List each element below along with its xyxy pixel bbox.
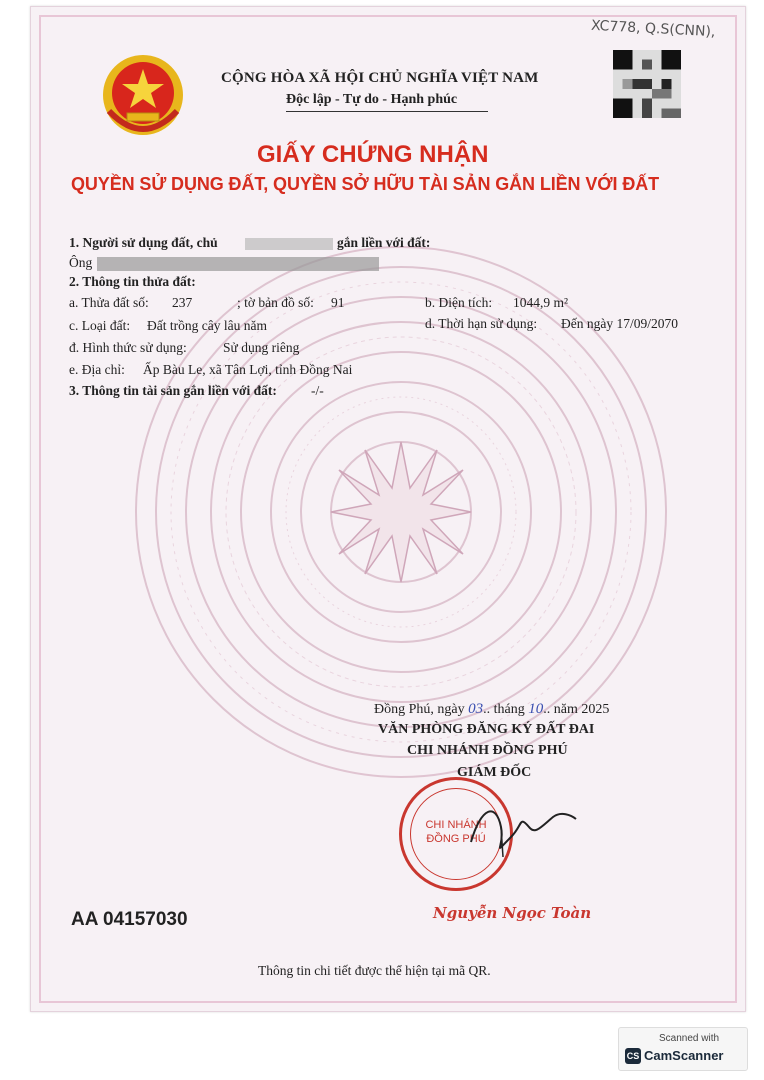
term-value: Đến ngày 17/09/2070 [561, 316, 678, 331]
office-name: VĂN PHÒNG ĐĂNG KÝ ĐẤT ĐAI [378, 722, 595, 737]
national-motto: Độc lập - Tự do - Hạnh phúc [286, 92, 458, 107]
qr-code-icon [613, 49, 681, 119]
serial-number: AA 04157030 [71, 909, 188, 930]
parcel-number-label: a. Thửa đất số: [69, 295, 149, 310]
handwritten-note: XC778, Q.S(CNN), [590, 17, 716, 41]
term-label: d. Thời hạn sử dụng: [425, 316, 538, 331]
redacted-owner-name [97, 257, 379, 271]
place-date: Đồng Phú, ngày 03.. tháng 10.. năm 2025 [374, 701, 610, 717]
camscanner-brand: CamScanner [644, 1048, 724, 1063]
address-label: e. Địa chỉ: [69, 362, 125, 377]
motto-underline [286, 111, 488, 112]
signer-name: Nguyễn Ngọc Toàn [433, 904, 592, 922]
area-value: 1044,9 m² [513, 295, 569, 310]
footer-note: Thông tin chi tiết được thể hiện tại mã QR. [258, 963, 491, 978]
stamp-line1: CHI NHÁNH [425, 819, 487, 831]
branch-name: CHI NHÁNH ĐỒNG PHÚ [407, 743, 568, 758]
camscanner-watermark [618, 1027, 748, 1071]
signature-scribble [461, 797, 581, 867]
land-type-label: c. Loại đất: [69, 318, 131, 333]
redacted-text [245, 238, 333, 250]
address-value: Ấp Bàu Le, xã Tân Lợi, tỉnh Đồng Nai [143, 362, 353, 377]
map-sheet-value: 91 [331, 295, 345, 310]
country-name: CỘNG HÒA XÃ HỘI CHỦ NGHĨA VIỆT NAM [221, 70, 539, 86]
document-title: GIẤY CHỨNG NHẬN [257, 141, 489, 168]
section3-value: -/- [311, 383, 324, 398]
certificate-paper [30, 6, 746, 1012]
section1-heading-tail: gắn liền với đất: [337, 235, 431, 250]
scanned-with-text: Scanned with [659, 1033, 720, 1044]
national-emblem-icon [99, 51, 187, 143]
area-label: b. Diện tích: [425, 295, 493, 310]
usage-form-value: Sử dụng riêng [223, 340, 300, 355]
stamp-line2: ĐỒNG PHÚ [426, 833, 486, 845]
usage-form-label: đ. Hình thức sử dụng: [69, 340, 187, 355]
camscanner-icon: CS [625, 1048, 641, 1064]
land-type-value: Đất trồng cây lâu năm [147, 318, 267, 333]
signer-position: GIÁM ĐỐC [457, 765, 532, 780]
map-sheet-label: ; tờ bản đồ số: [237, 295, 314, 310]
owner-prefix: Ông [69, 255, 93, 270]
day-value: 03 [468, 701, 484, 717]
month-value: 10 [528, 701, 544, 717]
document-subtitle: QUYỀN SỬ DỤNG ĐẤT, QUYỀN SỞ HỮU TÀI SẢN GẮN LIỀN VỚI ĐẤT [71, 174, 660, 194]
section3-heading: 3. Thông tin tài sản gắn liền với đất: [69, 383, 277, 398]
section1-heading: 1. Người sử dụng đất, chủ [69, 235, 218, 250]
parcel-number-value: 237 [172, 295, 193, 310]
section2-heading: 2. Thông tin thửa đất: [69, 274, 196, 289]
